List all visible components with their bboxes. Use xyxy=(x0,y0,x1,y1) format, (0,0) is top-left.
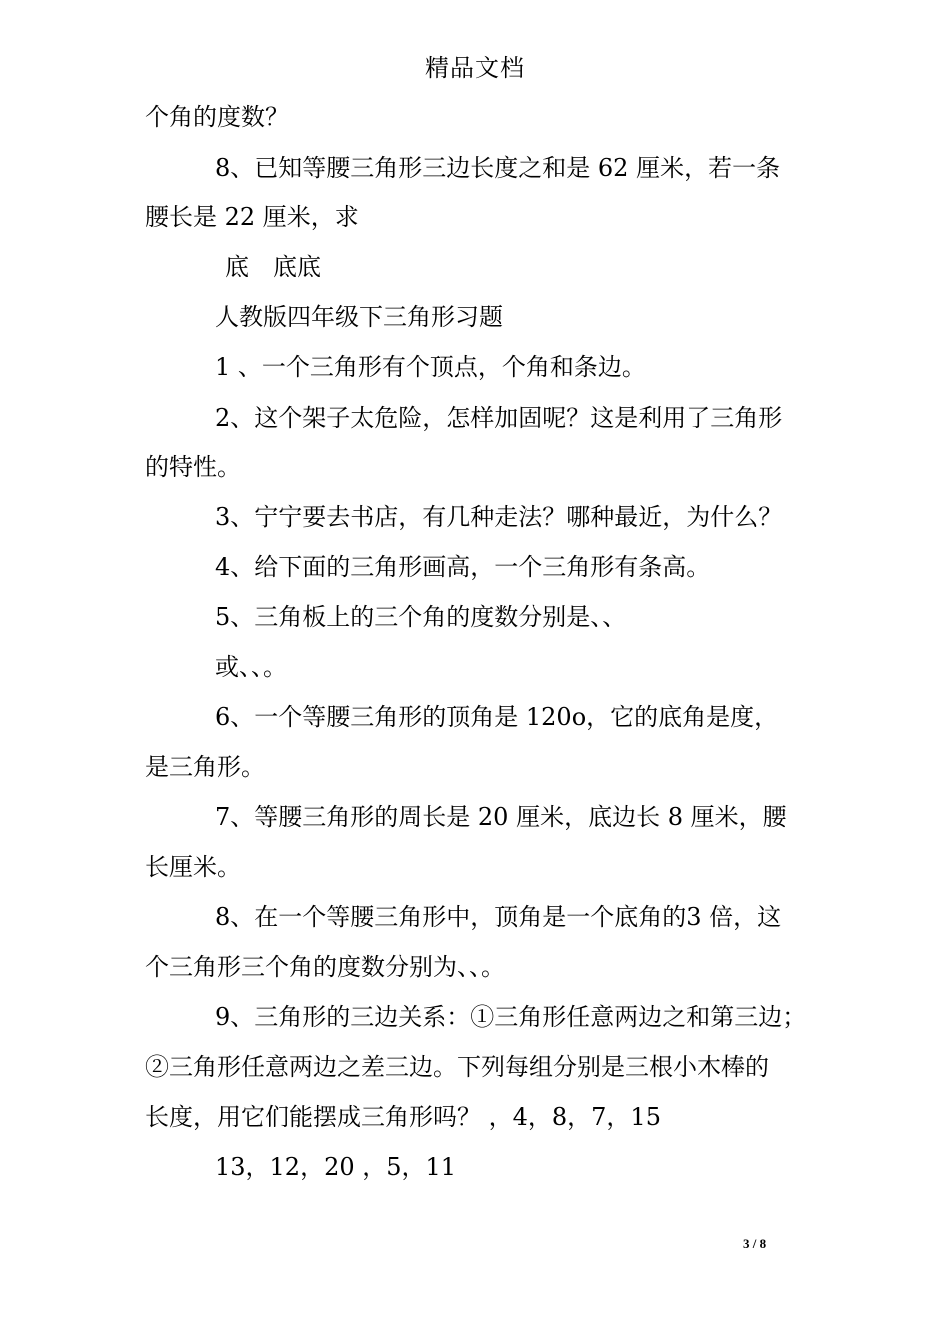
text-line: 3、宁宁要去书店，有几种走法？哪种最近，为什么？ xyxy=(215,503,783,531)
text-line: 的特性。 xyxy=(145,453,241,481)
text-line: 个三角形三个角的度数分别为、、。 xyxy=(145,953,505,981)
text-line: 4、给下面的三角形画高，一个三角形有条高。 xyxy=(215,553,711,581)
text-line: 8、在一个等腰三角形中，顶角是一个底角的3 倍，这 xyxy=(215,903,782,931)
text-line: 长厘米。 xyxy=(145,853,241,881)
text-line: 2、这个架子太危险，怎样加固呢？这是利用了三角形 xyxy=(215,404,783,432)
text-line: 长度，用它们能摆成三角形吗？ ，4，8，7，15 xyxy=(145,1103,661,1131)
text-line: 或、、。 xyxy=(215,653,287,681)
text-line: 9、三角形的三边关系：①三角形任意两边之和第三边； xyxy=(215,1003,807,1031)
page-number: 3 / 8 xyxy=(743,1236,767,1251)
text-line: 6、一个等腰三角形的顶角是 120o，它的底角是度， xyxy=(215,703,779,731)
text-line: 1 、一个三角形有个顶点，个角和条边。 xyxy=(215,353,646,381)
text-line: 5、三角板上的三个角的度数分别是、、 xyxy=(215,603,627,631)
section-heading: 人教版四年级下三角形习题 xyxy=(215,303,503,331)
text-line: 8、已知等腰三角形三边长度之和是 62 厘米，若一条 xyxy=(215,154,781,182)
text-line: 13，12，20 ，5，11 xyxy=(215,1153,457,1181)
page-header-title: 精品文档 xyxy=(425,54,525,82)
text-line: ②三角形任意两边之差三边。下列每组分别是三根小木棒的 xyxy=(145,1053,769,1081)
text-line: 7、等腰三角形的周长是 20 厘米，底边长 8 厘米，腰 xyxy=(215,803,787,831)
text-line: 底 底底 xyxy=(225,253,321,281)
text-line: 腰长是 22 厘米，求 xyxy=(145,203,359,231)
text-line: 是三角形。 xyxy=(145,753,265,781)
text-line: 个角的度数？ xyxy=(145,103,289,131)
